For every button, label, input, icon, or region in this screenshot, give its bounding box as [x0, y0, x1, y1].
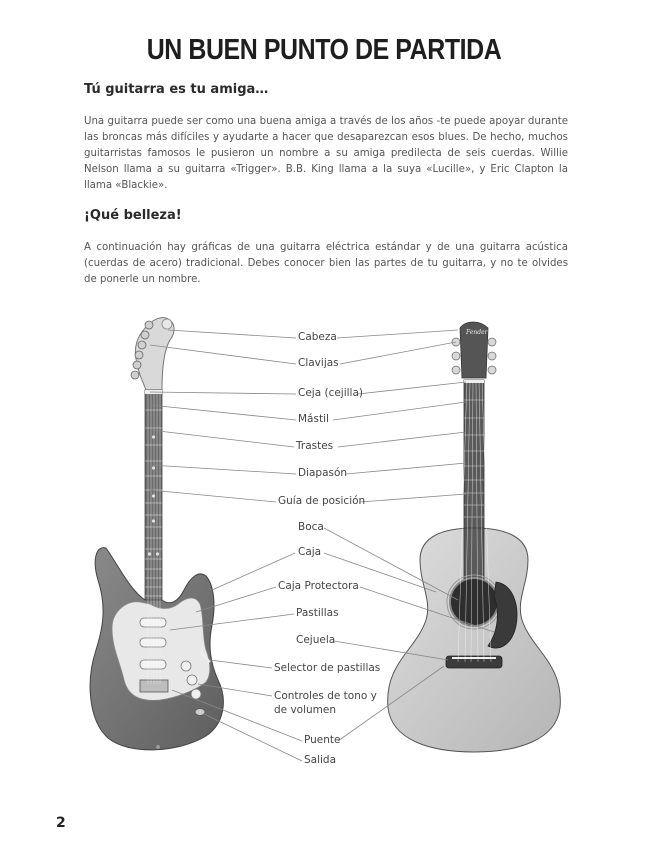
- label-boca: Boca: [298, 521, 324, 533]
- label-controles-line2: de volumen: [274, 704, 337, 716]
- page-title: UN BUEN PUNTO DE PARTIDA: [146, 34, 502, 66]
- label-ceja: Ceja (cejilla): [298, 387, 364, 399]
- label-guia-posicion: Guía de posición: [278, 495, 366, 507]
- label-diapason: Diapasón: [298, 467, 348, 479]
- label-trastes: Trastes: [296, 440, 334, 452]
- label-cabeza: Cabeza: [298, 331, 337, 343]
- label-caja: Caja: [298, 546, 322, 558]
- paragraph-belleza: A continuación hay gráficas de una guitarra eléctrica estándar y de una guitarra acústica (cuerdas de acero) tradicional. Debes conocer bien las partes de tu guitarra, y no te olvides de ponerle un nombre.: [84, 242, 568, 285]
- label-caja-protectora: Caja Protectora: [278, 580, 359, 592]
- page-number: 2: [56, 815, 66, 831]
- label-salida: Salida: [304, 754, 337, 766]
- label-controles-line1: Controles de tono y: [274, 690, 377, 702]
- section-heading-amiga: Tú guitarra es tu amiga…: [84, 82, 269, 97]
- label-cejuela: Cejuela: [296, 634, 336, 646]
- section-heading-belleza: ¡Qué belleza!: [84, 208, 182, 223]
- paragraph-amiga: Una guitarra puede ser como una buena amiga a través de los años -te puede apoyar durante las broncas más difíciles y ayudarte a hacer que desaparezcan esos blues. De hecho, muchos guitarristas famosos le pusieron un nombre a su amiga predilecta de seis cuerdas. Willie Nelson llama a su guitarra «Trigger». B.B. King llama a la suya «Lucille», y Eric Clapton la llama «Blackie».: [84, 116, 568, 191]
- svg-text:Fender: Fender: [466, 329, 488, 336]
- label-puente: Puente: [304, 734, 341, 746]
- label-selector-pastillas: Selector de pastillas: [274, 662, 381, 674]
- label-mastil: Mástil: [298, 413, 329, 425]
- label-clavijas: Clavijas: [298, 357, 339, 369]
- label-pastillas: Pastillas: [296, 607, 339, 619]
